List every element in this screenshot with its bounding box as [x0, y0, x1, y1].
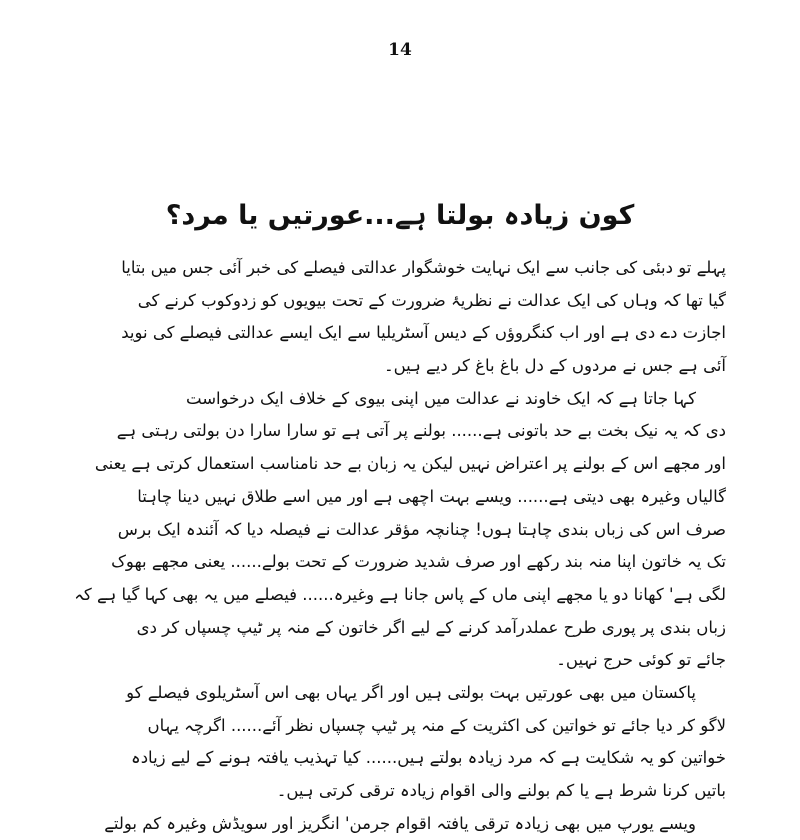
text-line: گالیاں وغیرہ بھی دیتی ہے...... ویسے بہت اچھی ہے اور میں اسے طلاق نہیں دینا چاہتا [137, 486, 726, 506]
text-line: دی کہ یہ نیک بخت بے حد باتونی ہے...... بولنے پر آتی ہے تو سارا سارا دن بولتی رہتی ہے [116, 421, 726, 441]
text-line: پاکستان میں بھی عورتیں بہت بولتی ہیں اور اگر یہاں بھی اس آسٹریلوی فیصلے کو [126, 682, 696, 702]
text-line: اجازت دے دی ہے اور اب کنگروؤں کے دیس آسٹریلیا سے ایک ایسے عدالتی فیصلے کی نوید [121, 323, 726, 343]
text-line: خواتین کو یہ شکایت ہے کہ مرد زیادہ بولتے ہیں...... کیا تہذیب یافتہ ہونے کے لیے زیادہ [131, 748, 726, 768]
text-line: گیا تھا کہ وہاں کی ایک عدالت نے نظریۂ ضرورت کے تحت بیویوں کو زدوکوب کرنے کی [137, 290, 726, 310]
chapter-title: کون زیادہ بولتا ہے...عورتیں یا مرد؟ [165, 200, 635, 231]
page-number: 14 [388, 40, 412, 60]
text-line: تک یہ خاتون اپنا منہ بند رکھے اور صرف شدید ضرورت کے تحت بولے...... یعنی مجھے بھوک [111, 552, 726, 572]
text-line: لاگو کر دیا جائے تو خواتین کی اکثریت کے منہ پر ٹیپ چسپاں نظر آئے...... اگرچہ یہاں [147, 715, 726, 735]
text-line: جائے تو کوئی حرج نہیں۔ [556, 650, 726, 670]
text-line: باتیں کرنا شرط ہے یا کم بولنے والی اقوام زیادہ ترقی کرتی ہیں۔ [276, 781, 726, 800]
text-line: زباں بندی پر پوری طرح عملدرآمد کرنے کے لیے اگر خاتون کے منہ پر ٹیپ چسپاں کر دی [136, 617, 726, 637]
text-line: ویسے یورپ میں بھی زیادہ ترقی یافتہ اقوام جرمن' انگریز اور سویڈش وغیرہ کم بولتے [104, 813, 696, 833]
text-line: کہا جاتا ہے کہ ایک خاوند نے عدالت میں اپنی بیوی کے خلاف ایک درخواست [186, 388, 696, 408]
text-line: پہلے تو دبئی کی جانب سے ایک نہایت خوشگوار عدالتی فیصلے کی خبر آئی جس میں بتایا [121, 258, 726, 277]
text-line: آئی ہے جس نے مردوں کے دل باغ باغ کر دیے ہیں۔ [383, 356, 726, 376]
text-line: اور مجھے اس کے بولنے پر اعتراض نہیں لیکن یہ زبان بے حد نامناسب استعمال کرتی ہے یعنی [94, 454, 726, 474]
text-line: صرف اس کی زباں بندی چاہتا ہوں! چنانچہ مؤقر عدالت نے فیصلہ دیا کہ آئندہ ایک برس [117, 519, 726, 539]
body-text [74, 252, 726, 840]
text-line: لگی ہے' کھانا دو یا مجھے اپنی ماں کے پاس جانا ہے وغیرہ...... فیصلے میں یہ بھی کہا گیا ہے کہ [74, 584, 726, 604]
